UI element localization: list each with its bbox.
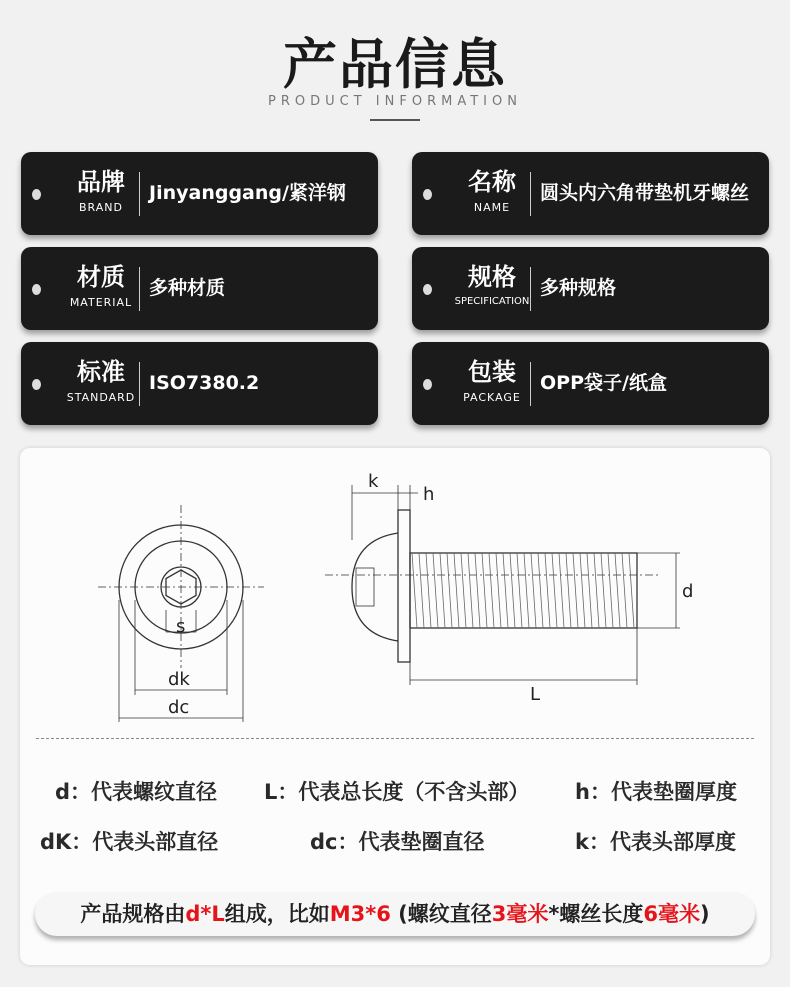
- note-highlight: d*L: [185, 902, 225, 926]
- label-dk: dk: [168, 669, 190, 690]
- spec-format-note: [35, 892, 755, 936]
- dot-icon: [423, 284, 432, 295]
- spec-label: 标准: [77, 358, 125, 386]
- thread-lines: [412, 553, 634, 628]
- legend-k: k：代表头部厚度: [575, 830, 736, 854]
- page-title: 产品信息: [283, 33, 507, 96]
- note-text: ): [700, 902, 710, 926]
- legend-d: d：代表螺纹直径: [55, 780, 218, 804]
- page-subtitle: PRODUCT INFORMATION: [268, 94, 522, 109]
- dashed-divider: [36, 738, 754, 739]
- legend-L: L：代表总长度（不含头部）: [264, 780, 530, 804]
- note-highlight: 6毫米: [643, 902, 701, 926]
- divider: [139, 172, 140, 216]
- note-text: (螺纹直径: [390, 902, 492, 926]
- note-text: *螺丝长度: [548, 902, 644, 926]
- divider: [530, 267, 531, 311]
- title-underline: [370, 119, 420, 121]
- spec-card-name: [412, 152, 769, 235]
- label-k: k: [368, 471, 379, 492]
- note-highlight: 3毫米: [491, 902, 549, 926]
- spec-value: 圆头内六角带垫机牙螺丝: [540, 182, 750, 204]
- spec-value: 多种规格: [540, 277, 617, 299]
- spec-label-en: STANDARD: [66, 391, 136, 404]
- spec-label-en: MATERIAL: [69, 296, 133, 309]
- spec-label: 品牌: [77, 168, 125, 196]
- divider: [139, 267, 140, 311]
- washer-side: [398, 510, 410, 662]
- spec-card-material: [21, 247, 378, 330]
- divider: [139, 362, 140, 406]
- spec-label-en: NAME: [473, 201, 511, 214]
- dot-icon: [32, 189, 41, 200]
- screw-diagram: [0, 448, 790, 738]
- spec-label: 包装: [468, 358, 516, 386]
- spec-label: 名称: [468, 168, 516, 196]
- spec-value: OPP袋子/纸盒: [540, 372, 667, 394]
- legend-dk: dK：代表头部直径: [40, 830, 219, 854]
- spec-card-package: [412, 342, 769, 425]
- spec-label-en: PACKAGE: [463, 391, 521, 404]
- note-text: 组成，比如: [224, 902, 330, 926]
- note-text: 产品规格由: [80, 902, 186, 926]
- divider: [530, 172, 531, 216]
- spec-card-standard: [21, 342, 378, 425]
- legend-dc: dc：代表垫圈直径: [310, 830, 485, 854]
- dot-icon: [32, 379, 41, 390]
- dot-icon: [32, 284, 41, 295]
- spec-value: 多种材质: [149, 277, 226, 299]
- spec-label: 规格: [468, 263, 516, 291]
- spec-label-en: SPECIFICATION: [454, 296, 530, 307]
- divider: [530, 362, 531, 406]
- label-s: s: [176, 616, 186, 637]
- note-highlight: M3*6: [329, 902, 391, 926]
- label-dc: dc: [168, 697, 190, 718]
- spec-card-specification: [412, 247, 769, 330]
- spec-card-brand: [21, 152, 378, 235]
- label-d: d: [682, 581, 694, 602]
- dot-icon: [423, 379, 432, 390]
- label-L: L: [530, 684, 541, 705]
- label-h: h: [423, 484, 435, 505]
- dot-icon: [423, 189, 432, 200]
- spec-value: ISO7380.2: [149, 372, 260, 394]
- head-dome: [352, 533, 398, 641]
- legend-h: h：代表垫圈厚度: [575, 780, 737, 804]
- spec-label-en: BRAND: [79, 201, 123, 214]
- spec-value: Jinyanggang/紧洋钢: [149, 182, 346, 204]
- spec-label: 材质: [77, 263, 125, 291]
